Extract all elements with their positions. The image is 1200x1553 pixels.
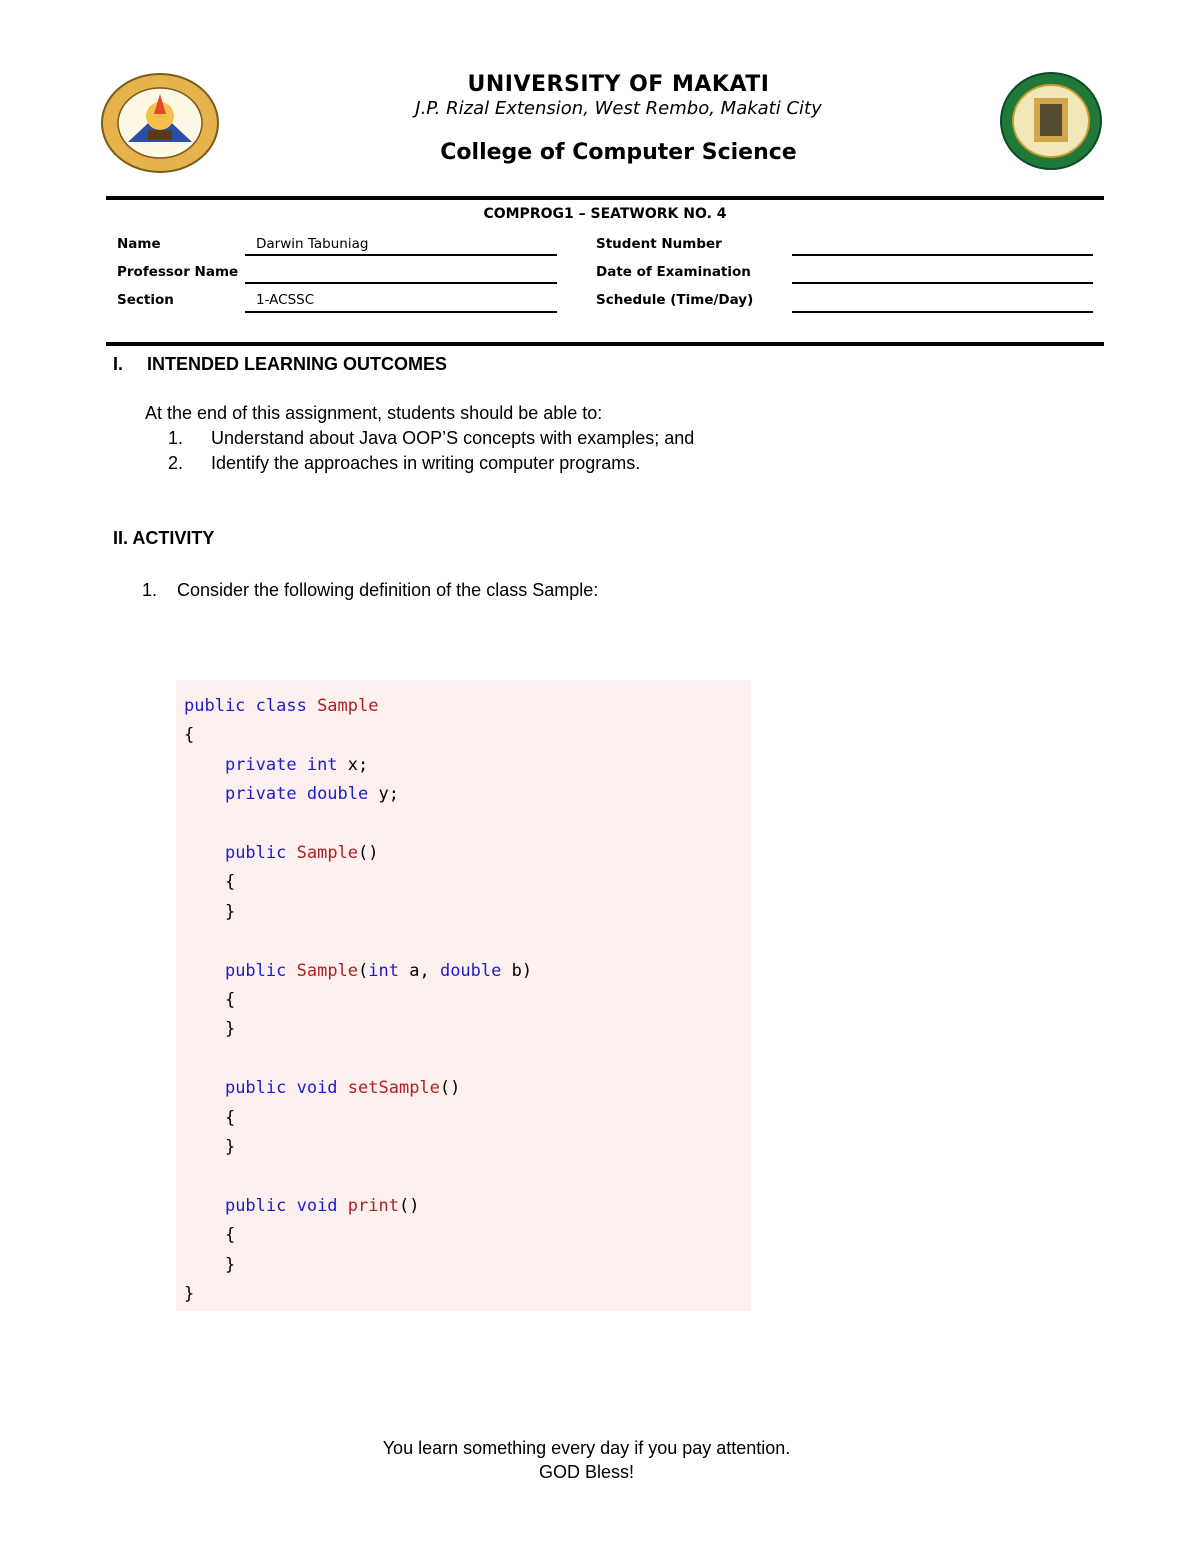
section-underline xyxy=(245,311,557,313)
student-number-label: Student Number xyxy=(596,236,722,252)
seatwork-title: COMPROG1 – SEATWORK NO. 4 xyxy=(483,206,727,222)
outcomes-heading: INTENDED LEARNING OUTCOMES xyxy=(147,354,448,374)
code-text: a, xyxy=(409,960,440,981)
code-text xyxy=(184,1196,225,1216)
code-keyword: public void xyxy=(224,1195,348,1216)
code-keyword: double xyxy=(439,960,512,981)
header-divider xyxy=(106,196,1104,200)
code-identifier: Sample xyxy=(317,696,379,716)
form-divider xyxy=(106,342,1104,346)
code-keyword: public class xyxy=(184,696,318,716)
code-line xyxy=(184,902,235,922)
code-line xyxy=(184,1255,235,1275)
date-of-examination-label: Date of Examination xyxy=(596,264,751,280)
code-text xyxy=(184,784,225,804)
code-text: } xyxy=(184,1019,236,1040)
code-line xyxy=(184,1225,235,1245)
code-text: () xyxy=(398,1195,420,1216)
schedule-underline xyxy=(792,311,1093,313)
code-keyword: public xyxy=(224,843,297,863)
code-text xyxy=(184,843,225,863)
outcome-item-number: 2. xyxy=(168,453,184,473)
code-line xyxy=(184,1284,194,1304)
code-text: x; xyxy=(347,754,369,775)
code-keyword: private double xyxy=(224,784,379,805)
code-line xyxy=(184,961,532,981)
university-name: UNIVERSITY OF MAKATI xyxy=(467,72,770,97)
university-address: J.P. Rizal Extension, West Rembo, Makati City xyxy=(415,98,822,119)
date-of-examination-underline xyxy=(792,282,1093,284)
footer-quote: You learn something every day if you pay attention. xyxy=(382,1438,791,1458)
code-line xyxy=(184,1108,235,1128)
code-keyword: public xyxy=(224,960,297,981)
code-text: { xyxy=(184,990,236,1010)
professor-name-label: Professor Name xyxy=(117,264,239,280)
college-name: College of Computer Science xyxy=(440,140,797,165)
code-line xyxy=(184,696,378,716)
code-keyword: private int xyxy=(224,754,348,775)
code-line xyxy=(184,843,379,863)
code-text xyxy=(184,961,225,981)
activity-heading: II. ACTIVITY xyxy=(113,528,215,548)
code-line xyxy=(184,990,235,1010)
professor-name-underline xyxy=(245,282,557,284)
outcome-item-text: Understand about Java OOP’S concepts with examples; and xyxy=(211,428,695,448)
code-text: { xyxy=(184,1107,236,1128)
activity-item-text: Consider the following definition of the class Sample: xyxy=(177,580,599,600)
code-text: b) xyxy=(511,960,533,981)
code-identifier: Sample xyxy=(296,843,359,863)
outcomes-intro: At the end of this assignment, students should be able to: xyxy=(145,403,603,423)
code-line xyxy=(184,784,399,804)
code-text: } xyxy=(184,901,236,922)
code-identifier: setSample xyxy=(347,1078,440,1099)
schedule-label: Schedule (Time/Day) xyxy=(596,292,754,308)
code-identifier: Sample xyxy=(296,960,359,981)
code-keyword: public void xyxy=(224,1078,348,1099)
code-text: { xyxy=(184,872,236,893)
outcome-item-number: 1. xyxy=(168,428,184,448)
code-text: } xyxy=(184,1254,236,1275)
code-line xyxy=(184,1078,460,1098)
code-line xyxy=(184,872,235,892)
code-text: () xyxy=(358,843,379,863)
code-text xyxy=(184,1078,225,1098)
outcomes-heading-number: I. xyxy=(113,354,124,374)
name-underline xyxy=(245,254,557,256)
section-label: Section xyxy=(117,292,174,308)
code-line xyxy=(184,1196,419,1216)
code-text: () xyxy=(439,1078,461,1099)
code-keyword: int xyxy=(368,960,410,981)
code-text: { xyxy=(184,1225,236,1246)
name-label: Name xyxy=(117,236,161,252)
code-text: } xyxy=(184,1284,195,1304)
student-number-underline xyxy=(792,254,1093,256)
code-text: y; xyxy=(378,784,399,805)
footer-blessing: GOD Bless! xyxy=(538,1462,635,1482)
section-value: 1-ACSSC xyxy=(256,292,315,308)
name-value: Darwin Tabuniag xyxy=(256,236,369,252)
code-text: ( xyxy=(358,960,369,981)
code-line xyxy=(184,725,194,745)
code-text xyxy=(184,755,225,775)
code-text: { xyxy=(184,725,195,746)
code-line xyxy=(184,1137,235,1157)
code-text: } xyxy=(184,1137,236,1157)
code-line xyxy=(184,1019,235,1039)
code-line xyxy=(184,755,368,775)
code-identifier: print xyxy=(347,1195,399,1216)
outcome-item-text: Identify the approaches in writing computer programs. xyxy=(211,453,641,473)
activity-item-number: 1. xyxy=(142,580,158,600)
